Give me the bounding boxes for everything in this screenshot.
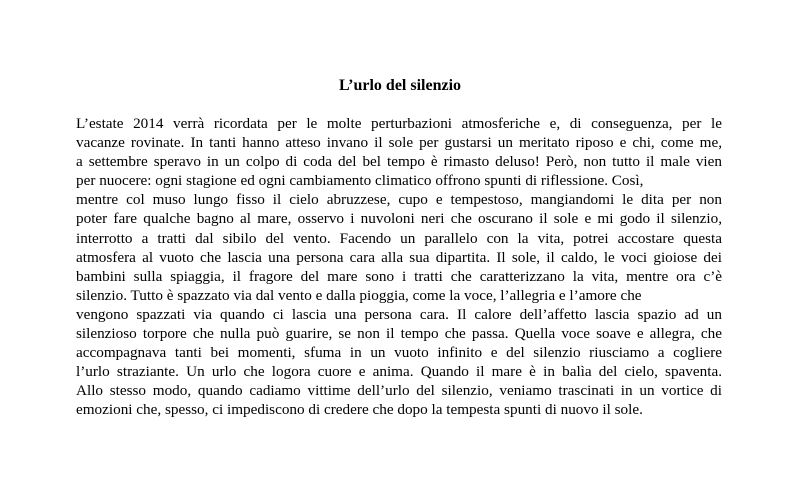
body-line: vengono spazzati via quando ci lascia una persona cara. Il calore dell’affetto lascia spazio ad un <box>76 305 722 323</box>
body-line: mentre col muso lungo fisso il cielo abruzzese, cupo e tempestoso, mangiandomi le dita per non <box>76 191 722 209</box>
body-line: l’urlo straziante. Un urlo che logora cuore e anima. Quando il mare è in balìa del cielo, spaventa. <box>76 363 722 381</box>
document-title: L’urlo del silenzio <box>338 77 462 94</box>
body-line: per nuocere: ogni stagione ed ogni cambiamento climatico offrono spunti di riflessione. Così, <box>76 172 644 190</box>
body-line: atmosfera al vuoto che lascia una persona cara alla sua dipartita. Il sole, il caldo, le voci gioiose dei <box>76 248 722 266</box>
body-line: emozioni che, spesso, ci impediscono di credere che dopo la tempesta spunti di nuovo il sole. <box>76 401 643 419</box>
body-line: a settembre speravo in un colpo di coda del bel tempo è rimasto deluso! Però, non tutto il male vien <box>76 153 722 171</box>
body-line: bambini sulla spiaggia, il fragore del mare sono i tratti che caratterizzano la vita, mentre ora c’è <box>76 267 722 285</box>
body-line: silenzio. Tutto è spazzato via dal vento e dalla pioggia, come la voce, l’allegria e l’amore che <box>76 286 642 304</box>
body-line: L’estate 2014 verrà ricordata per le molte perturbazioni atmosferiche e, di conseguenza, per le <box>76 115 722 132</box>
body-line: accompagnava tanti bei momenti, sfuma in un vuoto infinito e del silenzio riusciamo a cogliere <box>76 344 722 362</box>
body-line: interrotto a tratti dal sibilo del vento. Facendo un parallelo con la vita, potrei accostare questa <box>76 229 722 247</box>
body-line: vacanze rovinate. In tanti hanno atteso invano il sole per gustarsi un meritato riposo e chi, come me, <box>76 134 722 152</box>
body-line: poter fare qualche bagno al mare, osservo i nuvoloni neri che oscurano il sole e mi godo il silenzio, <box>76 210 722 228</box>
body-line: silenzioso torpore che nulla può guarire, se non il tempo che passa. Quella voce soave e allegra, che <box>76 325 722 343</box>
body-line: Allo stesso modo, quando cadiamo vittime dell’urlo del silenzio, veniamo trascinati in un vortice di <box>76 382 722 400</box>
document-body <box>76 114 722 420</box>
